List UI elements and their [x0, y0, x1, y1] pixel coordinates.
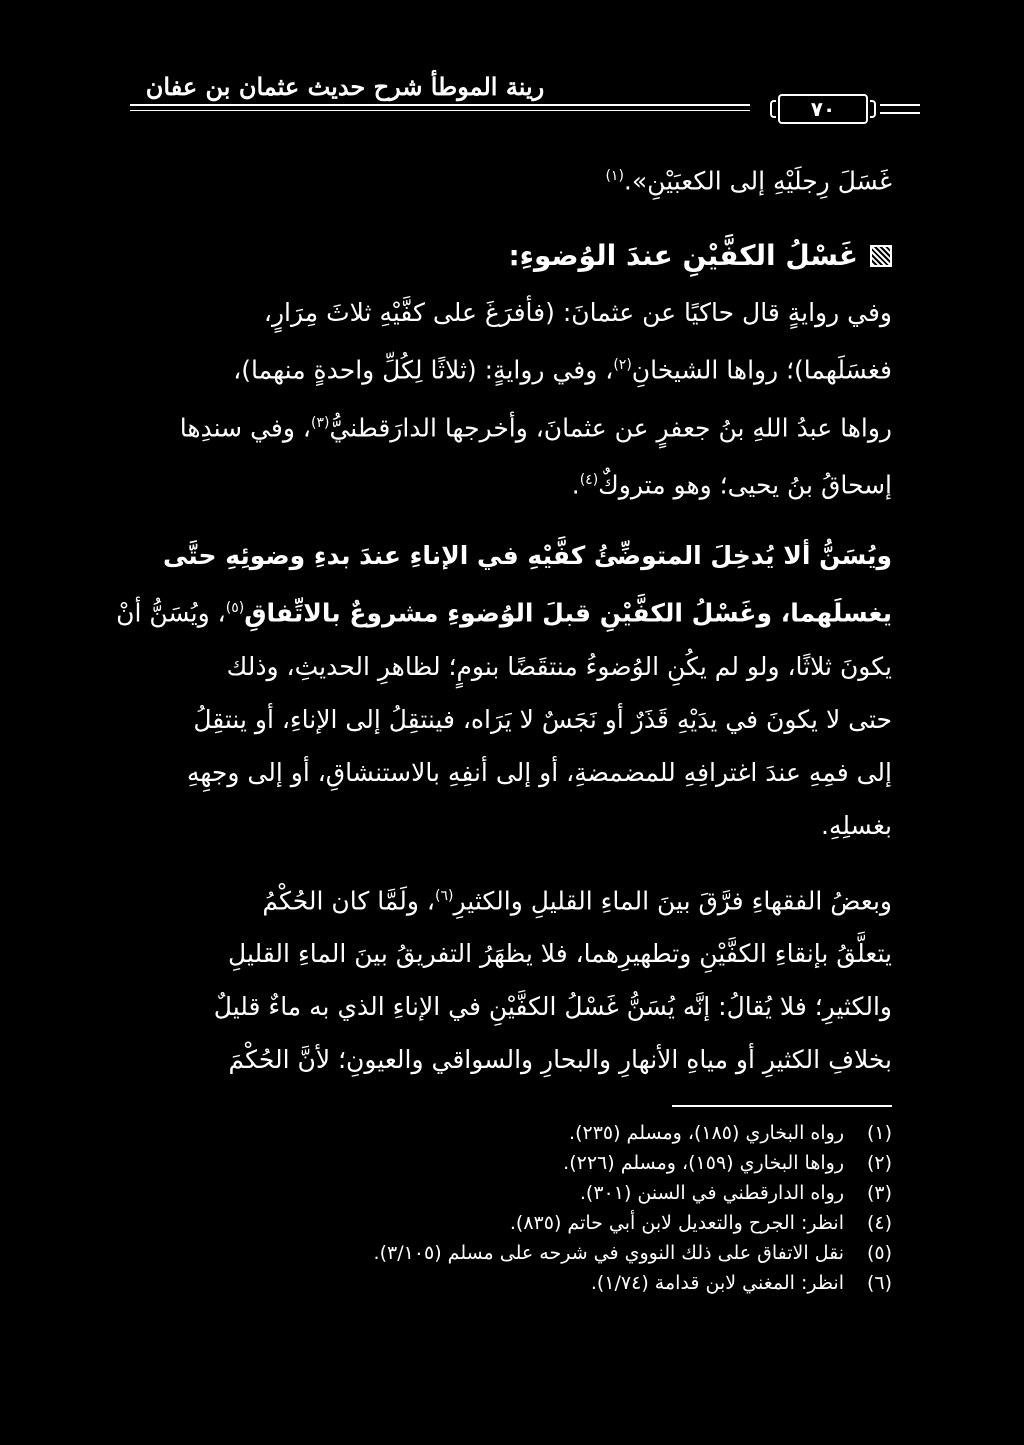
- header-rule-right-top: [880, 104, 920, 106]
- footnote: (١)رواه البخاري (١٨٥)، ومسلم (٢٣٥).: [569, 1122, 892, 1144]
- text-line: وفي روايةٍ قال حاكيًا عن عثمانَ: (فأفرَغَ على كفَّيْهِ ثلاثَ مِرَارٍ،: [263, 298, 892, 328]
- text-line: حتى لا يكونَ في يدَيْهِ قَذَرٌ أو نَجَسٌ لا يَرَاه، فينتقِلُ إلى الإناءِ، أو ينتقِلُ: [193, 704, 892, 734]
- footnote-ref: (٣): [310, 414, 330, 431]
- page-header: [130, 60, 900, 130]
- text-line: إسحاقُ بنُ يحيى؛ وهو متروكٌ$^{(٤)}$.: [571, 470, 892, 500]
- heading-ornament-icon: [870, 245, 892, 267]
- text-line: بغسلِهِ.: [821, 810, 892, 840]
- page-number: ٧٠: [778, 94, 868, 124]
- text-line: رواها عبدُ اللهِ بنُ جعفرٍ عن عثمانَ، وأخرجها الدارَقطنيُّ$^{(٣)}$، وفي سندِها: [179, 412, 892, 442]
- footnote-ref: (٢): [613, 357, 632, 374]
- section-heading: غَسْلُ الكفَّيْنِ عندَ الوُضوءِ:: [128, 225, 892, 286]
- footnote-ref: (٥): [225, 600, 245, 617]
- text-line: ويُسَنُّ ألا يُدخِلَ المتوضِّئُ كفَّيْهِ في الإناءِ عندَ بدءِ وضوئِهِ حتَّى: [163, 541, 892, 571]
- text-line: وبعضُ الفقهاءِ فرَّقَ بينَ الماءِ القليلِ والكثيرِ$^{(٦)}$، ولَمَّا كان الحُكْمُ: [262, 885, 892, 915]
- running-title: ﺭﻳﻨﺔ ﺍﻟﻤﻮﻃﺄ ﺷﺮﺡ ﺣﺪﻳﺚ ﻋﺜﻤﺎﻥ ﺑﻦ ﻋﻔﺎﻥ: [145, 72, 545, 101]
- text-line: والكثيرِ؛ فلا يُقالُ: إنَّه يُسَنُّ غَسْلُ الكفَّيْنِ في الإناءِ الذي به ماءٌ قليلٌ: [213, 991, 892, 1021]
- footnote: (٢)رواها البخاري (١٥٩)، ومسلم (٢٢٦).: [563, 1152, 892, 1174]
- header-rule-bottom: [130, 110, 750, 111]
- text-line: بخلافِ الكثيرِ أو مياهِ الأنهارِ والبحارِ والسواقي والعيونِ؛ لأنَّ الحُكْمَ: [228, 1044, 892, 1074]
- footnote-separator: [672, 1105, 892, 1107]
- footnote: (٥)نقل الاتفاق على ذلك النووي في شرحه على مسلم (٣/١٠٥).: [373, 1242, 892, 1264]
- text-line: يكونَ ثلاثًا، ولو لم يكُنِ الوُضوءُ منتقَضًا بنومٍ؛ لظاهرِ الحديثِ، وذلك: [226, 651, 892, 681]
- header-rule-top: [130, 104, 750, 106]
- text-line: فغسَلَهما)؛ رواها الشيخانِ$^{(٢)}$، وفي روايةٍ: (ثلاثًا لِكُلِّ واحدةٍ منهما)،: [233, 355, 892, 385]
- main-text: [116, 150, 892, 1086]
- footnotes: [128, 1118, 892, 1298]
- text-line: إلى فمِهِ عندَ اغترافِهِ للمضمضةِ، أو إلى أنفِهِ بالاستنشاقِ، أو إلى وجهِهِ: [187, 757, 892, 787]
- footnote: (٦)انظر: المغني لابن قدامة (١/٧٤).: [590, 1272, 892, 1294]
- footnote-ref: (٦): [435, 887, 454, 904]
- footnote: (٣)رواه الدارقطني في السنن (٣٠١).: [579, 1182, 892, 1204]
- footnote-ref: (٤): [579, 471, 599, 488]
- header-rule-right-bottom: [880, 112, 920, 114]
- text-line: غَسَلَ رِجلَيْهِ إلى الكعبَيْنِ».$^{(١)}$: [605, 166, 892, 196]
- text-line: يتعلَّقُ بإنقاءِ الكفَّيْنِ وتطهيرِهما، فلا يظهَرُ التفريقُ بينَ الماءِ القليلِ: [228, 938, 892, 968]
- footnote: (٤)انظر: الجرح والتعديل لابن أبي حاتم (٨٣٥).: [509, 1212, 892, 1234]
- text-line: يغسلَهما، وغَسْلُ الكفَّيْنِ قبلَ الوُضوءِ مشروعٌ بالاتِّفاقِ$^{(٥)}$، ويُسَنُّ أنْ: [116, 598, 892, 628]
- footnote-ref: (١): [605, 168, 624, 184]
